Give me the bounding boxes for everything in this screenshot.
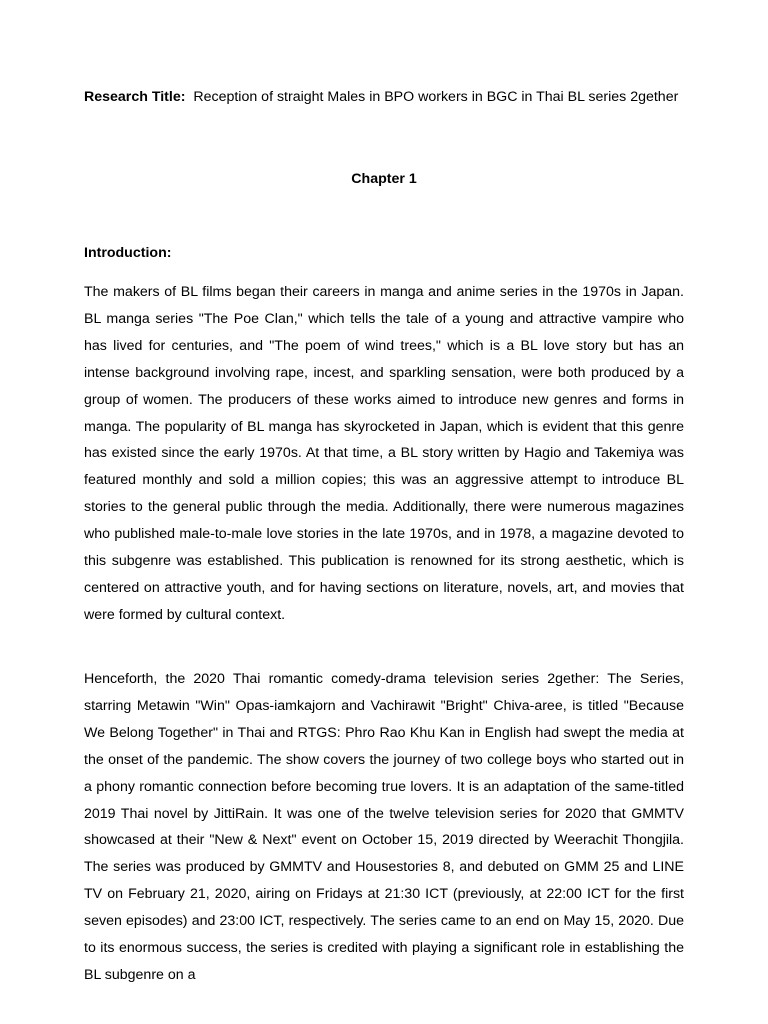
research-title-text: Reception of straight Males in BPO workers in BGC in Thai BL series 2gether bbox=[193, 89, 679, 105]
body-paragraph: The makers of BL films began their careers in manga and anime series in the 1970s in Japan. BL manga series "The Poe Clan," which tells the tale of a young and attractive vampire who has lived for centuries, and "The poem of wind trees," which is a BL love story but has an intense background involving rape, incest, and sparkling sensation, were both produced by a group of women. The producers of these works aimed to introduce new genres and forms in manga. The popularity of BL manga has skyrocketed in Japan, which is evident that this genre has existed since the early 1970s. At that time, a BL story written by Hagio and Takemiya was featured monthly and sold a million copies; this was an aggressive attempt to introduce BL stories to the general public through the media. Additionally, there were numerous magazines who published male-to-male love stories in the late 1970s, and in 1978, a magazine devoted to this subgenre was established. This publication is renowned for its strong aesthetic, which is centered on attractive youth, and for having sections on literature, novels, art, and movies that were formed by cultural context. bbox=[84, 284, 684, 623]
research-title bbox=[84, 88, 684, 107]
introduction-heading: Introduction: bbox=[84, 245, 172, 261]
body-paragraph: Henceforth, the 2020 Thai romantic comedy-drama television series 2gether: The Series, starring Metawin "Win" Opas-iamkajorn and Vachirawit "Bright" Chiva-aree, is titled "Because We Belong Together" in Thai and RTGS: Phro Rao Khu Kan in English had swept the media at the onset of the pandemic. The show covers the journey of two college boys who started out in a phony romantic connection before becoming true lovers. It is an adaptation of the same-titled 2019 Thai novel by JittiRain. It was one of the twelve television series for 2020 that GMMTV showcased at their "New & Next" event on October 15, 2019 directed by Weerachit Thongjila. The series was produced by GMMTV and Housestories 8, and debuted on GMM 25 and LINE TV on February 21, 2020, airing on Fridays at 21:30 ICT (previously, at 22:00 ICT for the first seven episodes) and 23:00 ICT, respectively. The series came to an end on May 15, 2020. Due to its enormous success, the series is credited with playing a significant role in establishing the BL subgenre on a bbox=[84, 671, 684, 983]
research-title-label: Research Title: bbox=[84, 89, 186, 105]
chapter-heading: Chapter 1 bbox=[351, 171, 417, 187]
